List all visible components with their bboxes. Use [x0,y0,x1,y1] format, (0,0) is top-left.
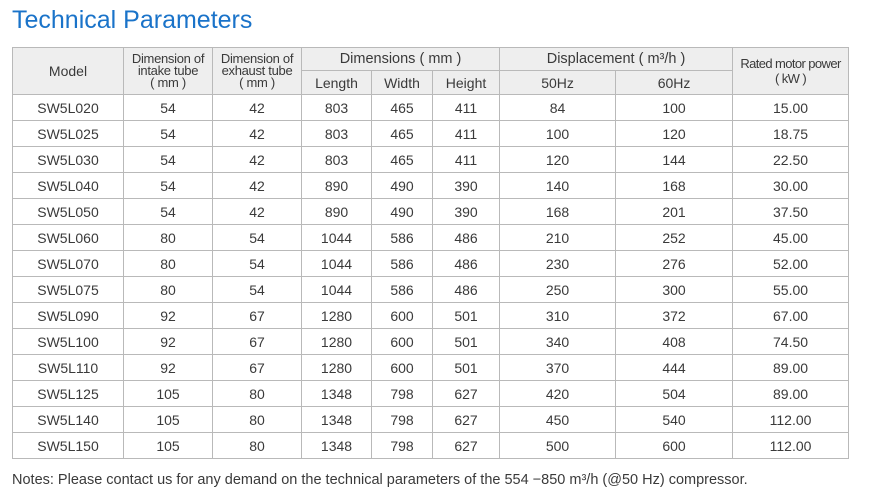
cell-model: SW5L090 [13,303,124,329]
table-row [13,303,849,329]
cell-length: 1348 [302,433,372,459]
cell-displacement-60hz: 504 [616,381,733,407]
cell-displacement-50hz: 500 [500,433,616,459]
cell-rated-motor-power: 55.00 [733,277,849,303]
cell-intake-tube: 54 [124,147,213,173]
cell-height: 411 [433,147,500,173]
cell-displacement-60hz: 444 [616,355,733,381]
cell-width: 586 [372,277,433,303]
cell-height: 627 [433,381,500,407]
cell-width: 586 [372,251,433,277]
cell-rated-motor-power: 18.75 [733,121,849,147]
header-height: Height [433,71,500,95]
cell-width: 586 [372,225,433,251]
cell-length: 890 [302,173,372,199]
cell-rated-motor-power: 67.00 [733,303,849,329]
cell-displacement-50hz: 450 [500,407,616,433]
cell-displacement-50hz: 140 [500,173,616,199]
cell-width: 600 [372,355,433,381]
cell-displacement-50hz: 210 [500,225,616,251]
cell-width: 600 [372,329,433,355]
table-header [13,48,849,95]
header-intake-unit: ( mm ) [150,75,186,90]
cell-length: 1044 [302,225,372,251]
header-intake-line1: Dimension of [131,51,205,66]
cell-rated-motor-power: 37.50 [733,199,849,225]
cell-intake-tube: 105 [124,433,213,459]
cell-model: SW5L050 [13,199,124,225]
cell-width: 465 [372,95,433,121]
cell-rated-motor-power: 89.00 [733,381,849,407]
header-exhaust-line1: Dimension of [220,51,294,66]
table-row [13,95,849,121]
header-width: Width [372,71,433,95]
cell-intake-tube: 105 [124,381,213,407]
header-exhaust-line2: exhaust tube [221,63,293,78]
header-exhaust-tube [213,48,302,95]
cell-rated-motor-power: 30.00 [733,173,849,199]
cell-length: 803 [302,147,372,173]
cell-exhaust-tube: 42 [213,121,302,147]
cell-rated-motor-power: 112.00 [733,407,849,433]
header-intake-tube [124,48,213,95]
cell-exhaust-tube: 67 [213,303,302,329]
header-rated-line1: Rated motor power [740,56,841,71]
table-row [13,433,849,459]
cell-displacement-50hz: 420 [500,381,616,407]
header-dimensions: Dimensions ( mm ) [302,48,500,71]
cell-length: 1044 [302,251,372,277]
cell-width: 798 [372,433,433,459]
cell-displacement-50hz: 370 [500,355,616,381]
technical-parameters-table [12,47,849,459]
cell-exhaust-tube: 80 [213,381,302,407]
cell-width: 490 [372,173,433,199]
cell-exhaust-tube: 42 [213,95,302,121]
cell-displacement-60hz: 168 [616,173,733,199]
cell-intake-tube: 54 [124,199,213,225]
cell-exhaust-tube: 54 [213,225,302,251]
cell-displacement-50hz: 168 [500,199,616,225]
table-row [13,407,849,433]
cell-height: 627 [433,407,500,433]
cell-intake-tube: 92 [124,355,213,381]
table-row [13,199,849,225]
cell-length: 890 [302,199,372,225]
cell-width: 600 [372,303,433,329]
table-body [13,95,849,459]
notes: Notes: Please contact us for any demand on the technical parameters of the 554 −850 m³/h (@50 Hz) compressor. [12,472,748,488]
cell-model: SW5L100 [13,329,124,355]
cell-intake-tube: 105 [124,407,213,433]
cell-intake-tube: 80 [124,225,213,251]
cell-exhaust-tube: 54 [213,277,302,303]
cell-height: 390 [433,199,500,225]
cell-displacement-60hz: 144 [616,147,733,173]
cell-height: 501 [433,355,500,381]
cell-displacement-60hz: 300 [616,277,733,303]
cell-height: 411 [433,121,500,147]
cell-intake-tube: 54 [124,121,213,147]
table-row [13,329,849,355]
cell-model: SW5L060 [13,225,124,251]
cell-width: 465 [372,147,433,173]
cell-rated-motor-power: 15.00 [733,95,849,121]
cell-length: 1280 [302,355,372,381]
header-rated-line2: ( kW ) [775,71,807,86]
cell-displacement-60hz: 201 [616,199,733,225]
cell-exhaust-tube: 80 [213,433,302,459]
cell-height: 390 [433,173,500,199]
header-exhaust-unit: ( mm ) [239,75,275,90]
cell-rated-motor-power: 112.00 [733,433,849,459]
header-displacement: Displacement ( m³/h ) [500,48,733,71]
cell-rated-motor-power: 74.50 [733,329,849,355]
cell-length: 1348 [302,407,372,433]
header-intake-line2: intake tube [137,63,199,78]
cell-length: 1348 [302,381,372,407]
cell-intake-tube: 92 [124,303,213,329]
cell-displacement-60hz: 276 [616,251,733,277]
cell-rated-motor-power: 89.00 [733,355,849,381]
cell-displacement-50hz: 340 [500,329,616,355]
cell-displacement-60hz: 120 [616,121,733,147]
cell-displacement-60hz: 372 [616,303,733,329]
cell-width: 798 [372,407,433,433]
header-model: Model [13,48,124,95]
cell-exhaust-tube: 80 [213,407,302,433]
cell-exhaust-tube: 42 [213,147,302,173]
header-50hz: 50Hz [500,71,616,95]
cell-intake-tube: 92 [124,329,213,355]
cell-rated-motor-power: 52.00 [733,251,849,277]
cell-displacement-50hz: 120 [500,147,616,173]
cell-exhaust-tube: 67 [213,329,302,355]
page-title: Technical Parameters [12,6,253,34]
cell-displacement-50hz: 230 [500,251,616,277]
cell-model: SW5L025 [13,121,124,147]
header-60hz: 60Hz [616,71,733,95]
cell-height: 486 [433,225,500,251]
cell-length: 1280 [302,329,372,355]
cell-height: 486 [433,277,500,303]
cell-displacement-50hz: 84 [500,95,616,121]
cell-displacement-50hz: 100 [500,121,616,147]
cell-displacement-60hz: 252 [616,225,733,251]
cell-width: 490 [372,199,433,225]
header-length: Length [302,71,372,95]
cell-model: SW5L040 [13,173,124,199]
cell-model: SW5L150 [13,433,124,459]
cell-height: 486 [433,251,500,277]
cell-intake-tube: 80 [124,277,213,303]
table-row [13,251,849,277]
cell-model: SW5L020 [13,95,124,121]
cell-exhaust-tube: 67 [213,355,302,381]
table-row [13,277,849,303]
cell-height: 627 [433,433,500,459]
table-row [13,225,849,251]
cell-height: 411 [433,95,500,121]
cell-displacement-50hz: 250 [500,277,616,303]
cell-width: 798 [372,381,433,407]
cell-model: SW5L075 [13,277,124,303]
cell-rated-motor-power: 22.50 [733,147,849,173]
cell-intake-tube: 54 [124,173,213,199]
cell-exhaust-tube: 54 [213,251,302,277]
cell-exhaust-tube: 42 [213,199,302,225]
cell-rated-motor-power: 45.00 [733,225,849,251]
cell-model: SW5L030 [13,147,124,173]
cell-displacement-60hz: 600 [616,433,733,459]
cell-length: 1044 [302,277,372,303]
cell-displacement-50hz: 310 [500,303,616,329]
cell-displacement-60hz: 408 [616,329,733,355]
cell-displacement-60hz: 100 [616,95,733,121]
header-rated-motor-power [733,48,849,95]
cell-intake-tube: 80 [124,251,213,277]
cell-length: 803 [302,95,372,121]
cell-height: 501 [433,329,500,355]
cell-model: SW5L070 [13,251,124,277]
cell-height: 501 [433,303,500,329]
table-row [13,355,849,381]
table-row [13,147,849,173]
cell-width: 465 [372,121,433,147]
cell-length: 803 [302,121,372,147]
cell-displacement-60hz: 540 [616,407,733,433]
table-row [13,121,849,147]
cell-length: 1280 [302,303,372,329]
cell-exhaust-tube: 42 [213,173,302,199]
table-row [13,381,849,407]
table-row [13,173,849,199]
cell-model: SW5L110 [13,355,124,381]
cell-intake-tube: 54 [124,95,213,121]
cell-model: SW5L125 [13,381,124,407]
cell-model: SW5L140 [13,407,124,433]
